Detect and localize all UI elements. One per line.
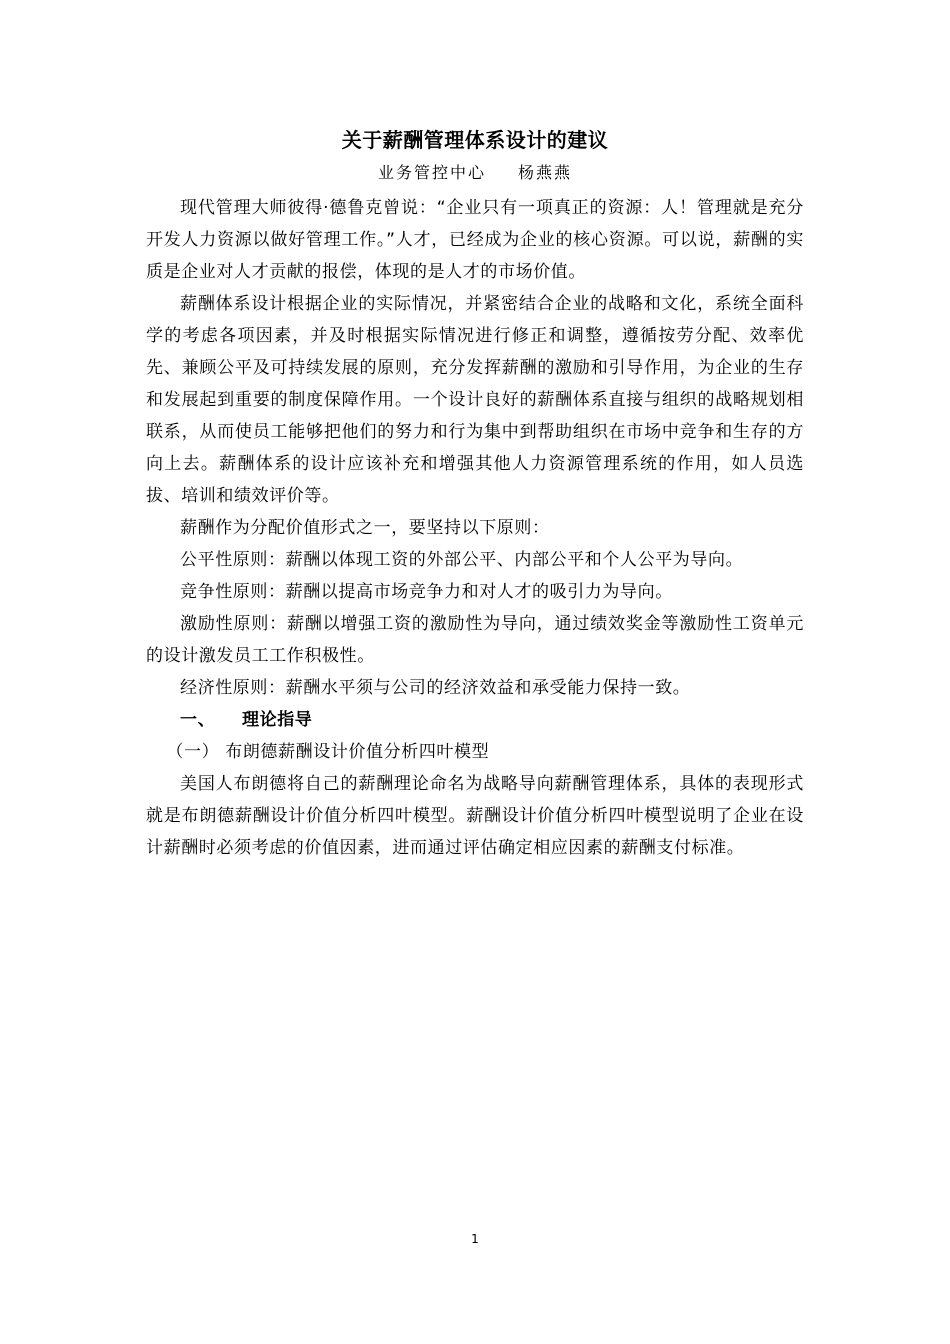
section-heading-number: 一、 [180,710,216,730]
document-body [146,192,804,864]
byline [0,160,950,186]
byline-author: 杨燕燕 [518,163,573,182]
paragraph-economy-principle: 经济性原则：薪酬水平须与公司的经济效益和承受能力保持一致。 [180,678,691,698]
paragraph-fairness-principle: 公平性原则：薪酬以体现工资的外部公平、内部公平和个人公平为导向。 [180,550,744,570]
byline-department: 业务管控中心 [377,163,486,182]
paragraph-competitiveness-principle: 竞争性原则：薪酬以提高市场竞争力和对人才的吸引力为导向。 [180,582,673,602]
page-number: 1 [471,1232,479,1246]
section-heading-text: 理论指导 [242,710,313,730]
paragraph-system-design: 薪酬体系设计根据企业的实际情况，并紧密结合企业的战略和文化，系统全面科学的考虑各项因素，并及时根据实际情况进行修正和调整，遵循按劳分配、效率优先、兼顾公平及可持续发展的原则，充分发挥薪酬的激励和引导作用，为企业的生存和发展起到重要的制度保障作用。一个设计良好的薪酬体系直接与组织的战略规划相联系，从而使员工能够把他们的努力和行为集中到帮助组织在市场中竞争和生存的方向上去。薪酬体系的设计应该补充和增强其他人力资源管理系统的作用，如人员选拔、培训和绩效评价等。 [146,294,804,506]
document-title: 关于薪酬管理体系设计的建议 [341,128,609,152]
subsection-heading-number: （一） [166,742,220,762]
paragraph-incentive-principle: 激励性原则：薪酬以增强工资的激励性为导向，通过绩效奖金等激励性工资单元的设计激发员工工作积极性。 [146,614,804,666]
paragraph-drucker-quote: 现代管理大师彼得·德鲁克曾说：“企业只有一项真正的资源：人！管理就是充分开发人力资源以做好管理工作。”人才，已经成为企业的核心资源。可以说，薪酬的实质是企业对人才贡献的报偿，体现的是人才的市场价值。 [146,198,804,282]
paragraph-four-leaf-model: 美国人布朗德将自己的薪酬理论命名为战略导向薪酬管理体系，具体的表现形式就是布朗德薪酬设计价值分析四叶模型。薪酬设计价值分析四叶模型说明了企业在设计薪酬时必须考虑的价值因素，进而通过评估确定相应因素的薪酬支付标准。 [146,774,804,858]
paragraph-principles-intro: 薪酬作为分配价值形式之一，要坚持以下原则： [180,518,550,538]
subsection-heading-text: 布朗德薪酬设计价值分析四叶模型 [225,742,490,762]
section-heading [146,704,804,736]
subsection-heading [146,736,804,768]
